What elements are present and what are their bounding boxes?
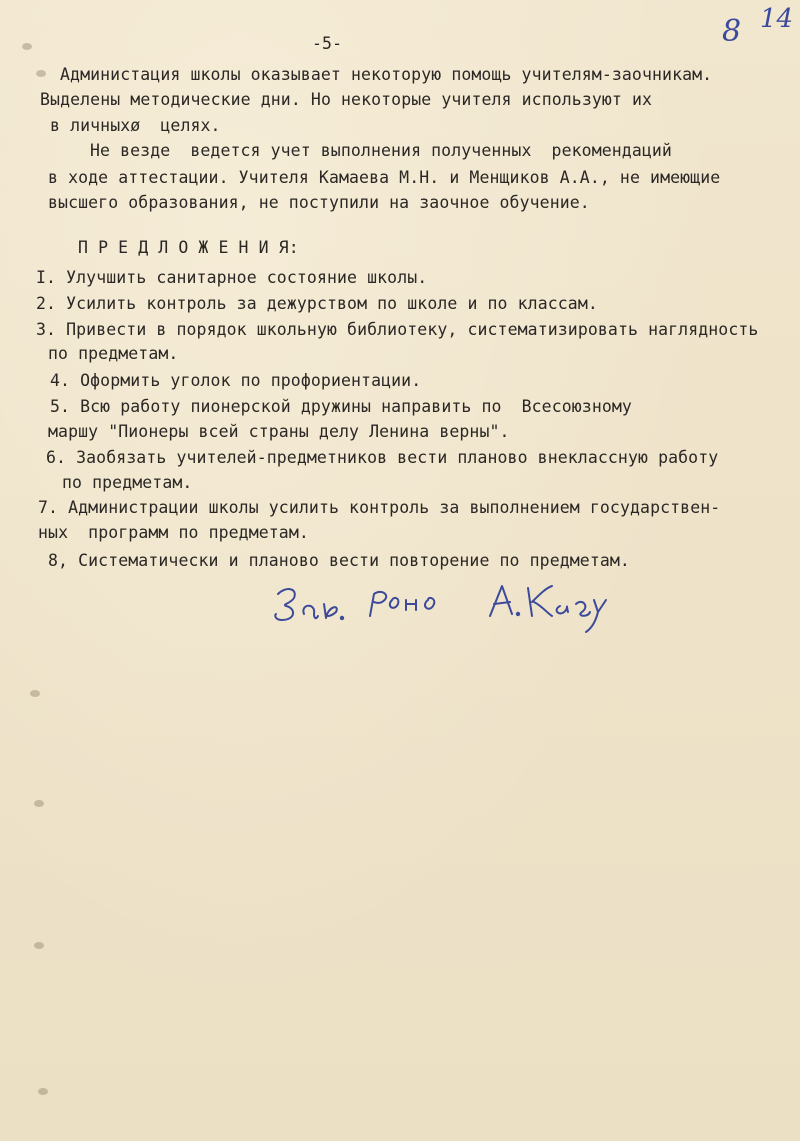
punch-mark <box>22 43 32 50</box>
paragraph-line: Не везде ведется учет выполнения полученных рекомендаций <box>90 141 672 160</box>
proposal-item: 7. Администрации школы усилить контроль за выполнением государствен- <box>38 498 721 517</box>
punch-mark <box>36 70 46 77</box>
signature <box>270 576 620 636</box>
punch-mark <box>34 942 44 949</box>
proposal-item: по предметам. <box>62 473 193 492</box>
proposal-item: 8, Систематически и планово вести повторение по предметам. <box>48 551 630 570</box>
punch-mark <box>38 1088 48 1095</box>
handwritten-number: 14 <box>760 4 794 34</box>
section-heading: П Р Е Д Л О Ж Е Н И Я: <box>78 238 299 257</box>
proposal-item: ных программ по предметам. <box>38 523 309 542</box>
paragraph-line: Администация школы оказывает некоторую помощь учителям-заочникам. <box>60 65 713 84</box>
proposal-item: по предметам. <box>48 344 179 363</box>
paragraph-line: Выделены методические дни. Но некоторые учителя используют их <box>40 90 653 109</box>
proposal-item: 3. Привести в порядок школьную библиотеку, систематизировать наглядность <box>36 320 759 339</box>
proposal-item: 4. Оформить уголок по профориентации. <box>50 371 422 390</box>
proposal-item: 2. Усилить контроль за дежурством по школе и по классам. <box>36 294 598 313</box>
handwritten-number: 8 <box>722 14 742 49</box>
proposal-item: 5. Всю работу пионерской дружины направить по Всесоюзному <box>50 397 632 416</box>
paragraph-line: в ходе аттестации. Учителя Камаева М.Н. и Менщиков А.А., не имеющие <box>48 168 721 187</box>
proposal-item: маршу "Пионеры всей страны делу Ленина верны". <box>48 422 510 441</box>
punch-mark <box>34 800 44 807</box>
paragraph-line: в личныхø целях. <box>50 116 221 135</box>
paragraph-line: высшего образования, не поступили на заочное обучение. <box>48 193 590 212</box>
punch-mark <box>30 690 40 697</box>
page-number: -5- <box>312 34 343 53</box>
proposal-item: 6. Заобязать учителей-предметников вести планово внеклассную работу <box>46 448 719 467</box>
proposal-item: I. Улучшить санитарное состояние школы. <box>36 268 428 287</box>
